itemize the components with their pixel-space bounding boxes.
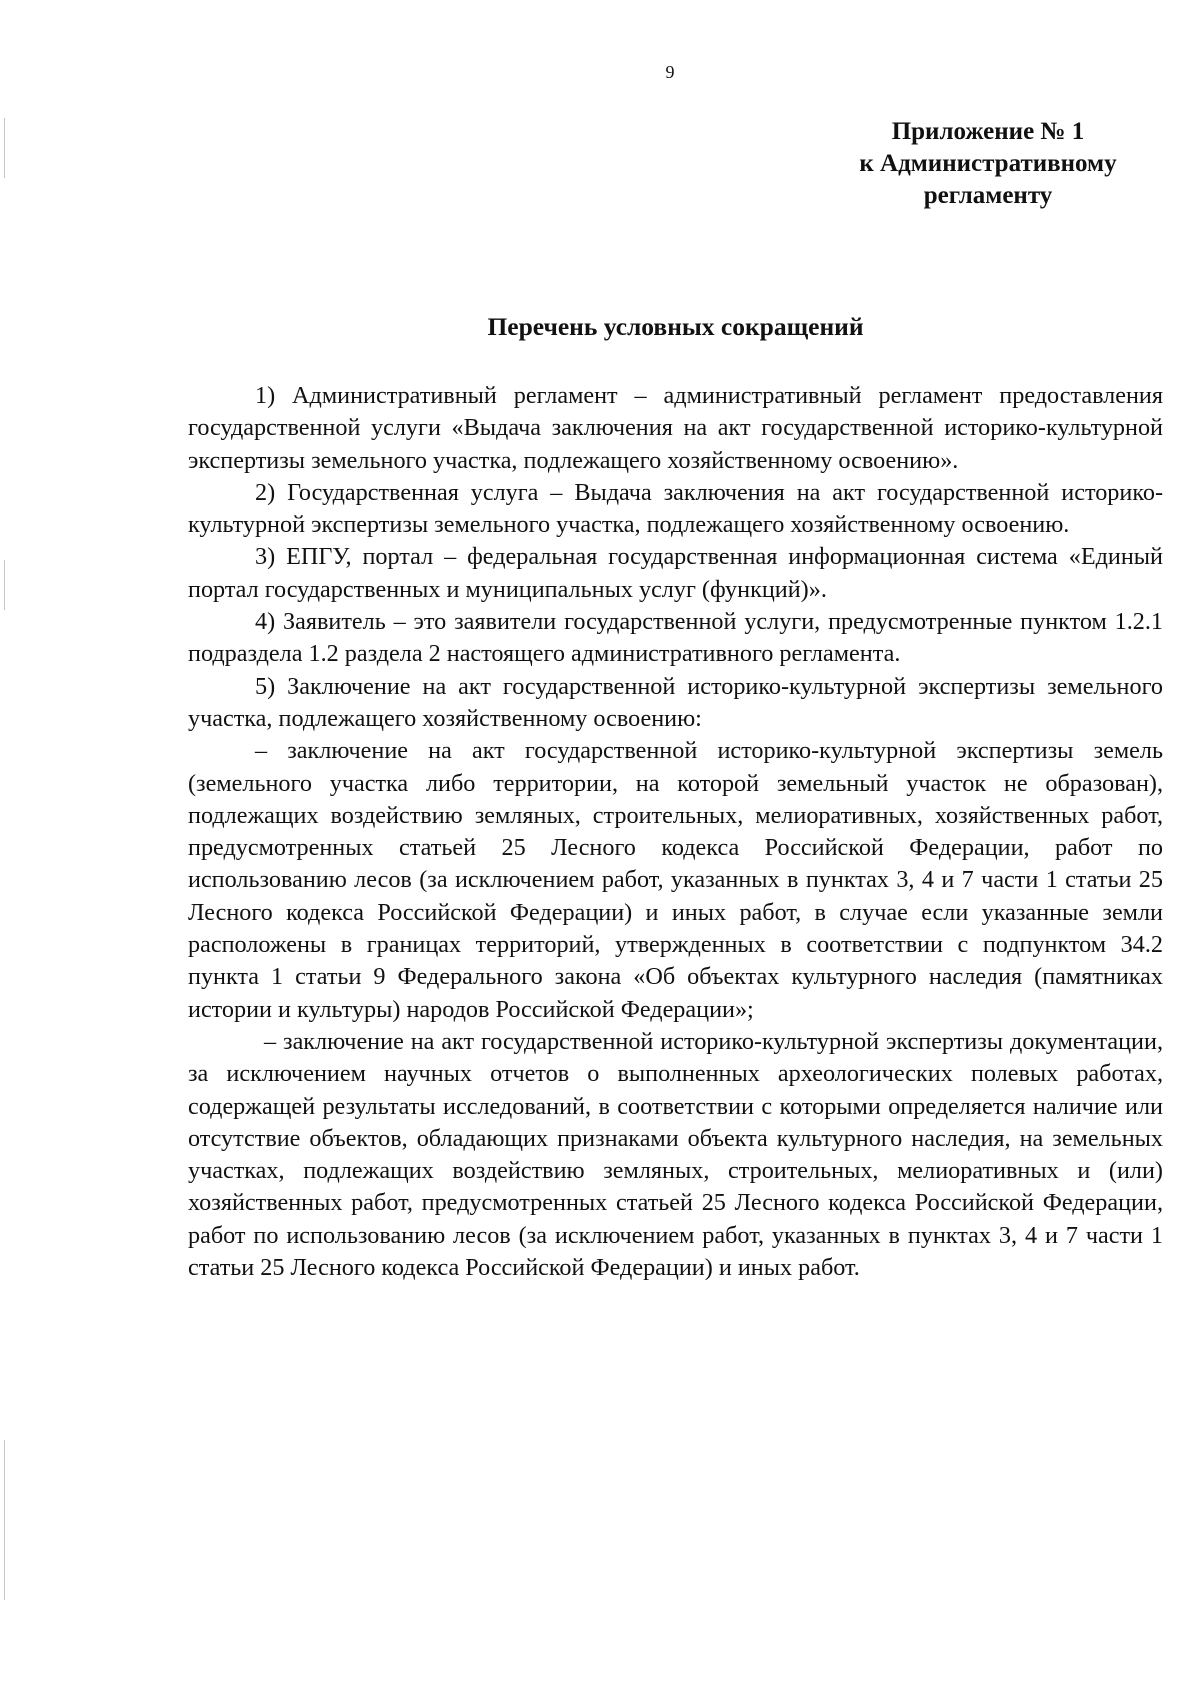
document-title: Перечень условных сокращений [487,312,864,341]
paragraph-5: 5) Заключение на акт государственной историко-культурной экспертизы земельного участка, подлежащего хозяйственному освоению: [188,672,1163,732]
appendix-header [828,116,1148,212]
sub-item-1: – заключение на акт государственной историко-культурной экспертизы земель (земельного участка либо территории, на которой земельный участок не образован), подлежащих воздействию земляных, строительных, мелиоративных, хозяйственных работ, предусмотренных статьей 25 Лесного кодекса Российской Федерации, работ по использованию лесов (за исключением работ, указанных в пунктах 3, 4 и 7 части 1 статьи 25 Лесного кодекса Российской Федерации) и иных работ, в случае если указанные земли расположены в границах территорий, утвержденных в соответствии с подпунктом 34.2 пункта 1 статьи 9 Федерального закона «Об объектах культурного наследия (памятниках истории и культуры) народов Российской Федерации»; [188,737,1163,1023]
document-body [188,380,1163,1284]
paragraph-4: 4) Заявитель – это заявители государственной услуги, предусмотренные пунктом 1.2.1 подраздела 1.2 раздела 2 настоящего административного регламента. [188,608,1163,668]
paragraph-3: 3) ЕПГУ, портал – федеральная государственная информационная система «Единый портал государственных и муниципальных услуг (функций)». [188,543,1163,603]
paragraph-2: 2) Государственная услуга – Выдача заключения на акт государственной историко-культурной экспертизы земельного участка, подлежащего хозяйственному освоению. [188,478,1163,539]
page-number: 9 [665,62,675,82]
scan-margin-line [4,560,5,610]
scan-margin-line [4,118,5,178]
appendix-line-3: регламенту [923,182,1053,209]
appendix-line-2: к Административному [859,150,1117,177]
paragraph-1: 1) Административный регламент – административный регламент предоставления государственной услуги «Выдача заключения на акт государственной историко-культурной экспертизы земельного участка, подлежащего хозяйственному освоению». [188,382,1163,474]
appendix-line-1: Приложение № 1 [891,118,1085,145]
scan-margin-line [4,1440,5,1600]
sub-item-2: – заключение на акт государственной историко-культурной экспертизы документации, за исключением научных отчетов о выполненных археологических полевых работах, содержащей результаты исследований, в соответствии с которыми определяется наличие или отсутствие объектов, обладающих признаками объекта культурного наследия, на земельных участках, подлежащих воздействию земляных, строительных, мелиоративных и (или) хозяйственных работ, предусмотренных статьей 25 Лесного кодекса Российской Федерации, работ по использованию лесов (за исключением работ, указанных в пунктах 3, 4 и 7 части 1 статьи 25 Лесного кодекса Российской Федерации) и иных работ. [188,1027,1163,1282]
